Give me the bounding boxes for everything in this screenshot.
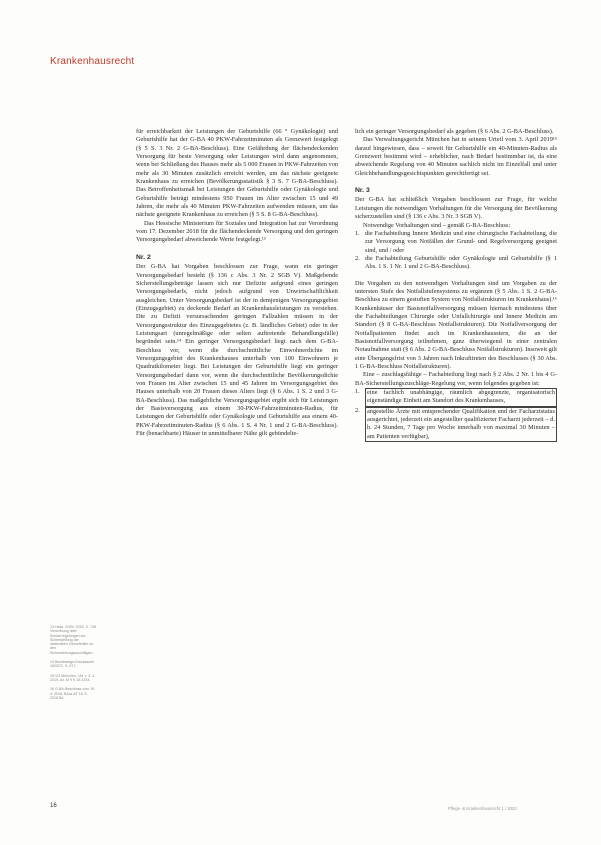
body-paragraph: Das Hessische Ministerium für Soziales und Integration hat zur Verordnung vom 17. Dezember 2018 für die flächendeckende Versorgung und den geringen Versorgungsbedarf abweichende Werte festgelegt.¹³ (136, 219, 338, 244)
list-item (355, 388, 557, 407)
body-paragraph: Das Verwaltungsgericht München hat in seinem Urteil vom 3. April 2019¹⁵ darauf hingewiesen, dass – soweit für Geburtshilfe ein 40-Minuten-Radius als Grenzwert bestimmt wird – erheblicher, nach Bedarf bestimmbar ist, da eine abweichende Regelung von 40 Minuten sachlich nicht im Einzelfall und unter Gleichbehandlungsgesichtspunkten gerechtfertigt sei. (355, 136, 557, 177)
list-marker: 1. (355, 229, 360, 237)
body-paragraph: Der G-BA hat Vorgaben beschlossen zur Frage, wann ein geringer Versorgungsbedarf besteht (§ 136 c Abs. 3 Nr. 2 SGB V). Maßgebende Sicherstellungsbeträge lassen sich nur Defizite aufgrund eines geringen Versorgungsbedarfs, nicht jedoch aufgrund von Unwirtschaftlichkeit ausgleichen. Unter Versorgungsbedarf ist der in demjenigen Versorgungsgebiet (Einzugsgebiet) zu deckende Bedarf an Krankenhausleistungen zu verstehen. Die zu Defizit versursachenden geringen Fallzahlen müssen in der Versorgungsstruktur des Einzugsgebietes (z. B. ländliches Gebiet) oder in der Leistungsart (unregelmäßige oder selten auftretende Behandlungsfälle) begründet sein.¹⁴ Ein geringer Versorgungsbedarf liegt nach dem G-BA-Beschluss vor, wenn die durchschnittliche Einwohnerdichte im Versorgungsgebiet des Krankenhauses unterhalb von 100 Einwohnern je Quadratkilometer liegt. Bei Leistungen der Geburtshilfe liegt ein geringer Versorgungsbedarf dann vor, wenn die durchschnittliche Bevölkerungsdichte von Frauen im Alter zwischen 15 und 45 Jahren im Versorgungsgebiet des Hauses unterhalb von 20 Frauen dieses Alters liegt (§ 6 Abs. 1 S. 2 und 3 G-BA-Beschluss). Das maßgebliche Versorgungsgebiet ergibt sich für Leistungen der Basisversorgung aus einem 30-PKW-Fahrzeitminuten-Radius, für Leistungen der Geburtshilfe oder Gynäkologie und Geburtshilfe aus einem 40-PKW-Fahrzeitminuten-Radius (§ 6 Abs. 1 S. 4 Nr. 1 und 2 G-BA-Beschluss). Für (benachbarte) Häuser in unmittelbarer Nähe gilt gebündelte- (136, 263, 338, 438)
body-paragraph: Der G-BA hat schließlich Vorgaben beschlossen zur Frage, für welche Leistungen die notwendigen Vorhaltungen für die Versorgung der Bevölkerung sicherzustellen sind (§ 136 c Abs. 3 Nr. 3 SGB V). (355, 196, 557, 221)
journal-footer: Pflege- & Krankenhausrecht 1 / 2020 (448, 806, 517, 811)
footnotes (50, 625, 96, 705)
body-paragraph: lich ein geringer Versorgungsbedarf als gegeben (§ 6 Abs. 2 G-BA-Beschluss). (355, 128, 554, 135)
right-column (355, 128, 557, 823)
body-paragraph: Die Vorgaben zu den notwendigen Vorhaltungen sind um Vorgaben zu der untersten Stufe des Notfallstufensystems zu ergänzen (§ 5 Abs. 1 S. 2 G-BA-Beschluss zu einem gestuften System von Notfallstrukturen im Krankenhaus).¹⁶ Krankenhäuser der Basisnotfallversorgung müssen hiernach mindestens über die Fachabteilungen Chirurgie oder Unfallchirurgie und Innere Medizin am Standort (§ 8 G-BA-Beschluss Notfallstrukturen). Die Notfallversorgung der Notfallpatienten findet auch im Krankenhausstern, die an der Basisnotfallversorgung teilnehmen, ganz überwiegend in einer zentralen Notaufnahme statt (§ 6 Abs. 2 G-BA-Beschluss Notfallstrukturen). Insoweit gilt eine Übergangsfrist von 3 Jahren nach Inkrafttreten des Beschlusses (§ 30 Abs. 1 G-BA-Beschluss Notfallstrukturen). (355, 279, 557, 370)
body-paragraph: für erreichbarkeit der Leistungen der Geburtshilfe (66 ° Gynäkologie) und Geburtshilfe hat der G-BA 40 PKW-Fahrzeitminuten als Grenzwert festgelegt (§ 5 S. 3 Nr. 2 G-BA-Beschluss). Eine Gefährdung der flächendeckenden Versorgung für beste Versorgung oder Leistungen wird dann angenommen, wenn bei Schließung des Hauses mehr als 5 000 Frauen in PKW-Fahrzeiten von mehr als 30 Minuten zusätzlich erreicht werden, um das nächste geeignete Krankenhaus zu erreichen (Bevölkerungsstatistik § 3 S. 7 G-BA-Beschluss). Das Betroffenheitsmaß bei Leistungen der Geburtshilfe oder Gynäkologie und Geburtshilfe beträgt mindestens 950 Frauen im Alter zwischen 15 und 49 Jahren, die mehr als 40 Minuten PKW-Fahrzeiten aufwenden müssen, um das nächste geeignete Krankenhaus zu erreichen (§ 5 S. 8 G-BA-Beschluss). (136, 128, 338, 219)
list-item-text: die Fachabteilung Geburtshilfe oder Gynäkologie und Geburtshilfe (§ 1 Abs. 1 S. 1 Nr. 1 und 2 G-BA-Beschluss). (365, 254, 557, 271)
list-marker: 2. (355, 254, 360, 262)
list-item (355, 230, 557, 255)
body-paragraph: Notwendige Vorhaltungen sind – gemäß G-BA-Beschluss: (363, 221, 511, 229)
list-item (355, 407, 557, 442)
list-marker: 2. (355, 406, 360, 414)
footnote: 13 Hess. GVBl. 2018, S. 748 Verordnung über Sonderregelungen zur Sicherstellung der stationären Geburtshilfe zu den Sicherstellungszuschlägen. (50, 625, 96, 655)
section-heading: Nr. 2 (136, 253, 151, 261)
section-heading: Nr. 3 (355, 187, 370, 195)
list-item-text: die Fachabteilung Innere Medizin und eine chirurgische Fachabteilung, die zur Versorgung von Notfällen der Grund- und Regelversorgung geeignet sind, und / oder (365, 229, 557, 254)
left-column (136, 128, 338, 818)
footnote: 15 VG München, Urt. v. 3. 4. 2019, Az. M 9 K 18.1234. (50, 673, 96, 682)
body-paragraph: Eine – zuschlagsfähige – Fachabteilung liegt nach § 2 Abs. 2 Nr. 1 bis 4 G-BA-Sicherstellungszuschläge-Regelung vor, wenn folgendes gegeben ist: (355, 371, 557, 387)
section-header: Krankenhausrecht (50, 56, 135, 67)
footnote: 14 Bundestags-Drucksache 18/5372, S. 87 f. (50, 660, 95, 669)
numbered-list (355, 388, 557, 442)
list-item-text: angestellte Ärzte mit entsprechender Qualifikation und der Facharztstatus ausgerichtet, jederzeit ein angestellter qualifizierter Facharzt jederzeit – d. h. 24 Stunden, 7 Tage pro Woche innerhalb von maximal 30 Minuten – am Patienten verfügbar), (365, 407, 557, 442)
list-item-text: eine fachlich unabhängige, räumlich abgegrenzte, organisatorisch eigenständige Einheit am Standort des Krankenhauses, (365, 388, 557, 407)
page-number: 16 (50, 803, 57, 809)
numbered-list (355, 230, 557, 272)
footnote: 16 G-BA-Beschluss vom 19. 4. 2018, BAnz AT 18. 5. 2018 B4. (50, 687, 96, 700)
list-item (355, 255, 557, 272)
list-marker: 1. (355, 388, 360, 396)
